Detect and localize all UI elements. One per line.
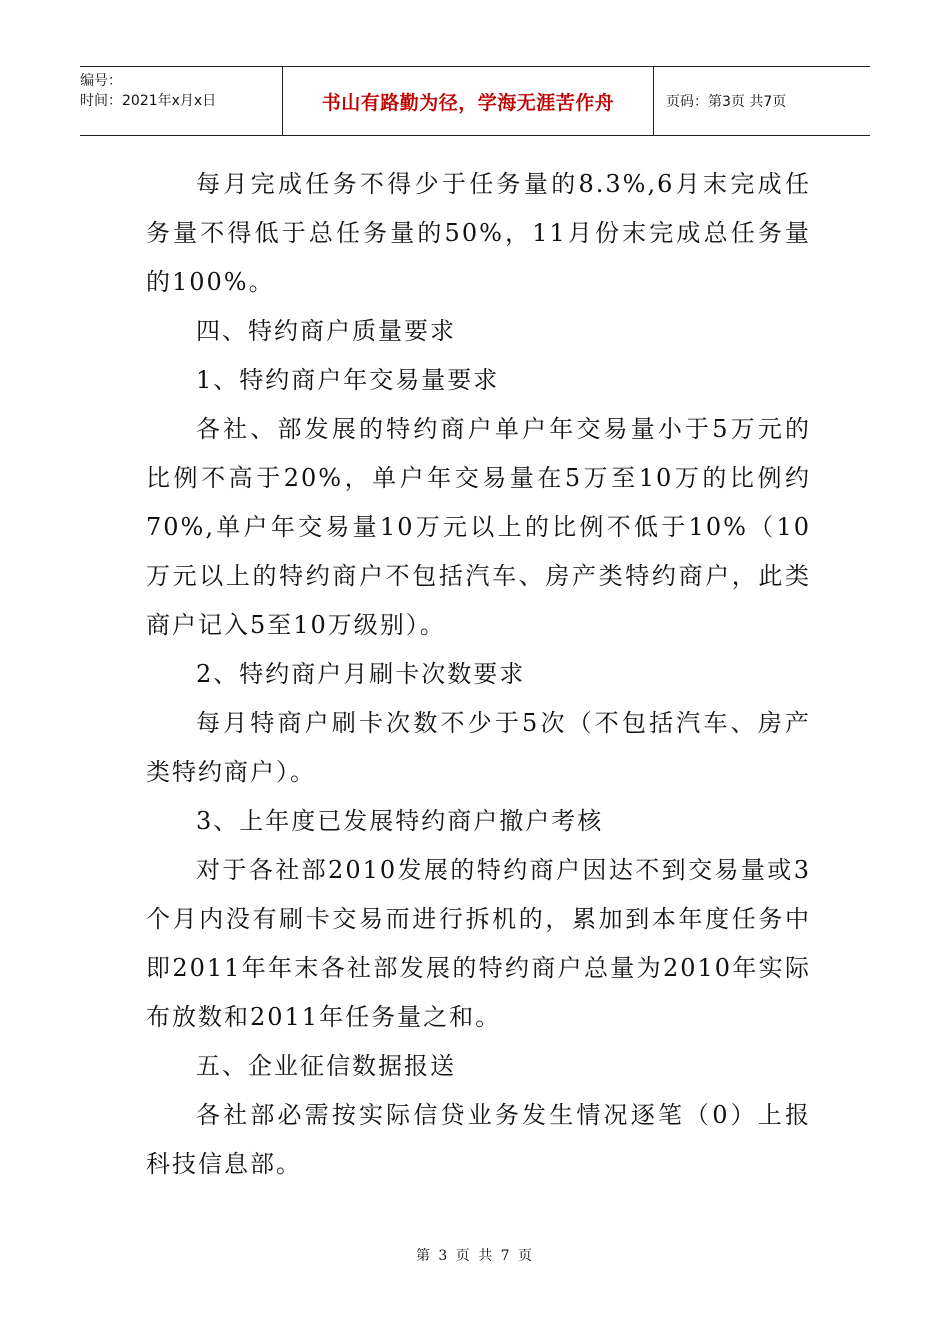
section-heading-credit-data: 五、企业征信数据报送 xyxy=(196,1052,456,1080)
header-motto: 书山有路勤为径，学海无涯苦作舟 xyxy=(283,67,654,135)
paragraph-credit-data: 各社部必需按实际信贷业务发生情况逐笔（0）上报科技信息部。 xyxy=(146,1101,811,1178)
subheading-annual-volume: 1、特约商户年交易量要求 xyxy=(196,366,500,394)
document-date-label: 时间：2021年x月x日 xyxy=(80,93,217,109)
page-footer: 第 3 页 共 7 页 xyxy=(415,1248,535,1264)
subheading-monthly-swipes: 2、特约商户月刷卡次数要求 xyxy=(196,660,526,688)
section-heading-merchant-quality: 四、特约商户质量要求 xyxy=(196,317,456,345)
document-body xyxy=(146,160,811,1189)
subheading-merchant-removal: 3、上年度已发展特约商户撤户考核 xyxy=(196,807,604,835)
paragraph-merchant-removal: 对于各社部2010发展的特约商户因达不到交易量或3个月内没有刷卡交易而进行拆机的，累加到本年度任务中即2011年年末各社部发展的特约商户总量为2010年实际布放数和2011年任务量之和。 xyxy=(146,856,811,1031)
paragraph-monthly-swipes: 每月特商户刷卡次数不少于5次（不包括汽车、房产类特约商户）。 xyxy=(146,709,811,786)
page-header xyxy=(80,66,870,136)
document-number-label: 编号： xyxy=(80,73,122,89)
header-page-info: 页码：第3页 共7页 xyxy=(666,94,787,110)
paragraph-annual-volume: 各社、部发展的特约商户单户年交易量小于5万元的比例不高于20%，单户年交易量在5万至10万的比例约70%,单户年交易量10万元以上的比例不低于10%（10万元以上的特约商户不包括汽车、房产类特约商户，此类商户记入5至10万级别）。 xyxy=(146,415,811,639)
paragraph-task-progress: 每月完成任务不得少于任务量的8.3%,6月末完成任务量不得低于总任务量的50%，11月份末完成总任务量的100%。 xyxy=(146,170,811,296)
header-meta xyxy=(80,67,283,135)
